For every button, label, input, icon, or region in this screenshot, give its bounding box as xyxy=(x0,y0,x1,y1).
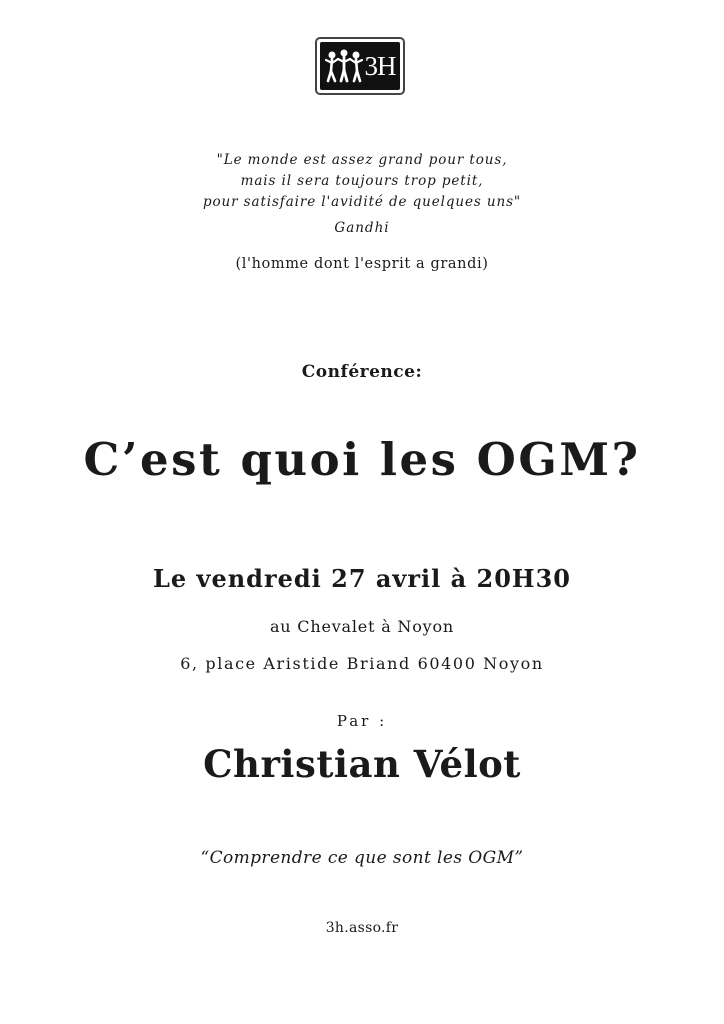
logo-text: 3H xyxy=(364,50,396,81)
event-address: 6, place Aristide Briand 60400 Noyon xyxy=(180,654,544,673)
website-link[interactable]: 3h.asso.fr xyxy=(325,920,399,936)
conference-subtitle: “Comprendre ce que sont les OGM” xyxy=(200,848,524,868)
event-venue: au Chevalet à Noyon xyxy=(269,617,455,636)
quote-line: mais il sera toujours trop petit, xyxy=(240,173,484,189)
conference-label: Conférence: xyxy=(301,362,423,382)
speaker-name: Christian Vélot xyxy=(203,742,521,786)
quote-line: "Le monde est assez grand pour tous, xyxy=(216,152,508,168)
by-label: Par : xyxy=(336,712,388,730)
conference-title: C’est quoi les OGM? xyxy=(83,433,641,486)
people-group-icon xyxy=(325,49,363,83)
quote-author: Gandhi xyxy=(334,220,390,236)
logo-badge xyxy=(320,42,400,90)
gandhi-quote xyxy=(0,150,724,213)
quote-line: pour satisfaire l'avidité de quelques uns" xyxy=(202,194,522,210)
quote-author-note: (l'homme dont l'esprit a grandi) xyxy=(235,256,489,272)
event-date: Le vendredi 27 avril à 20H30 xyxy=(153,564,571,593)
association-logo xyxy=(315,37,405,95)
